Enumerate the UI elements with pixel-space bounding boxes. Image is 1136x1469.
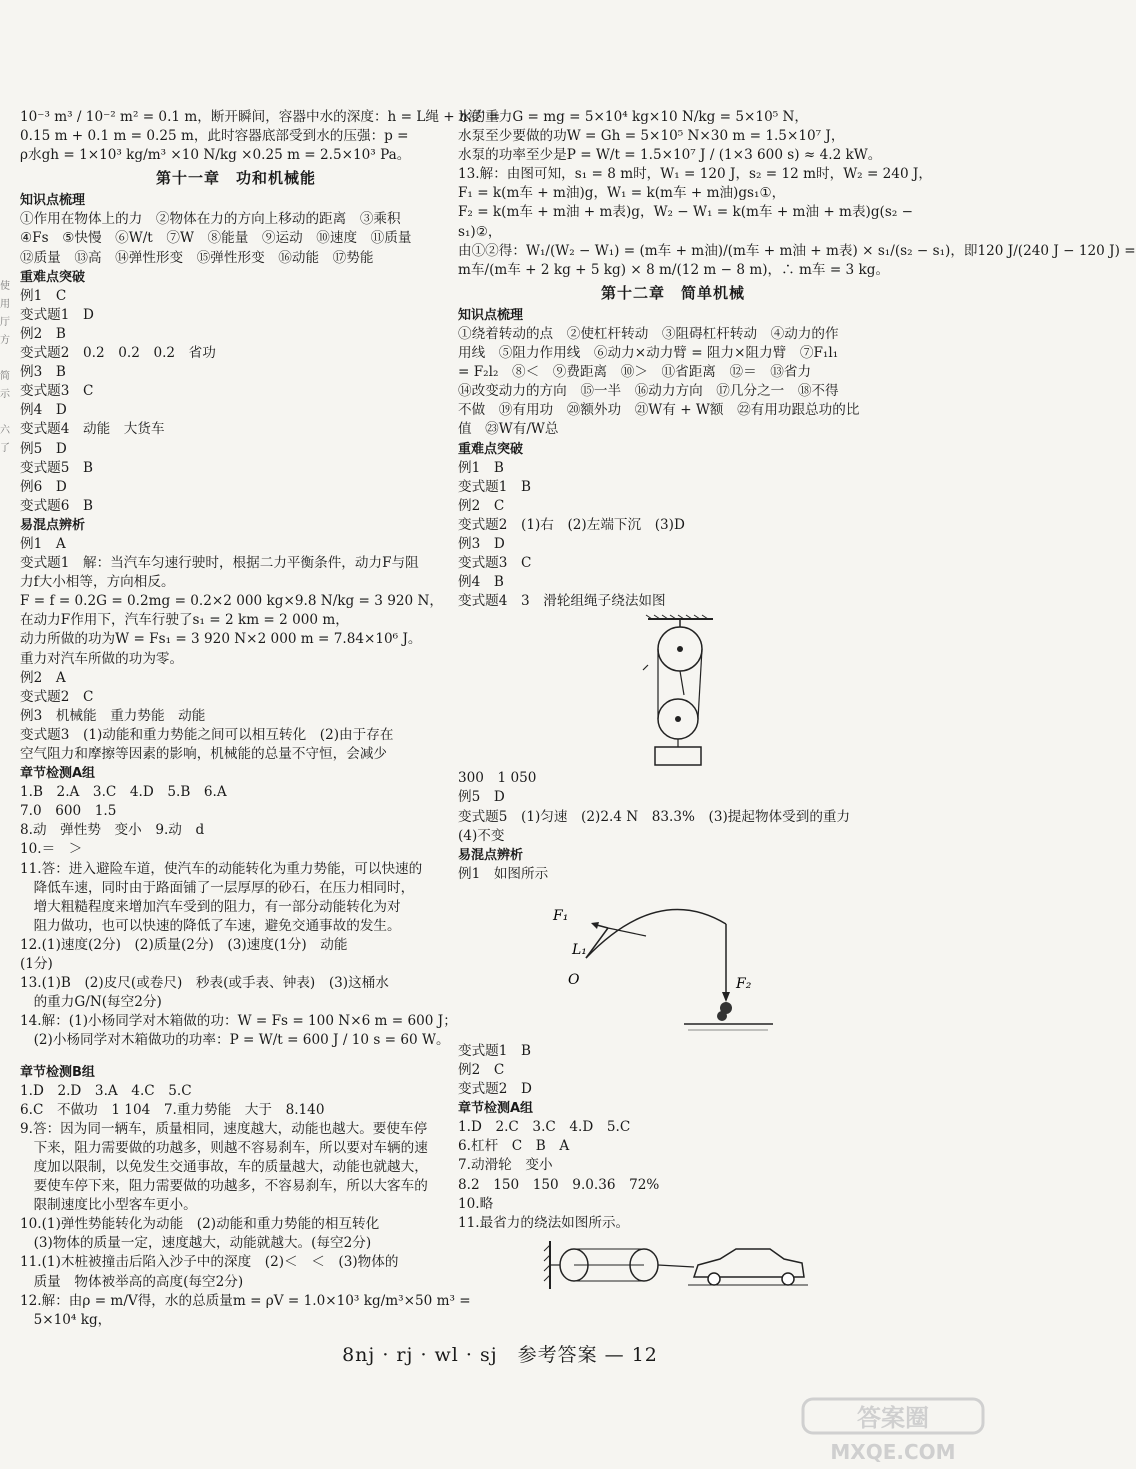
answer-line: 12.解：由ρ = m/V得，水的总质量m = ρV = 1.0×10³ kg/m³×50 m³ = [20, 1292, 471, 1309]
lever-label-f2: F₂ [736, 975, 752, 992]
answer-line: 力f大小相等，方向相反。 [20, 574, 175, 591]
answer-line: ①作用在物体上的力 ②物体在力的方向上移动的距离 ③乘积 [20, 211, 401, 228]
page-footer: 8nj · rj · wl · sj 参考答案 — 12 [342, 1344, 658, 1366]
answer-line: 6.杠杆 C B A [458, 1138, 570, 1155]
right-block-b [458, 769, 888, 884]
answer-line: 1.D 2.D 3.A 4.C 5.C [20, 1082, 192, 1099]
answer-line: 重力对汽车所做的功为零。 [20, 650, 184, 667]
answer-line: F₁ = k(m车 + m油)g，W₁ = k(m车 + m油)gs₁①， [458, 185, 786, 202]
answer-line: 例5 D [20, 440, 67, 457]
answer-line: 7.动滑轮 变小 [458, 1157, 553, 1174]
answer-line: 例2 A [20, 669, 66, 686]
right-block-a [458, 108, 1136, 611]
answer-line: 变式题1 D [20, 306, 94, 323]
watermark-logo [795, 1395, 990, 1465]
answer-line: 水的重力G = mg = 5×10⁴ kg×10 N/kg = 5×10⁵ N， [458, 109, 808, 125]
answer-line: 变式题5 (1)匀速 (2)2.4 N 83.3% (3)提起物体受到的重力 [458, 808, 851, 825]
answer-line: 变式题2 (1)右 (2)左端下沉 (3)D [458, 516, 685, 533]
section-heading: 章节检测A组 [458, 1101, 534, 1117]
answer-line: 例5 D [458, 789, 505, 806]
answer-line: 13.(1)B (2)皮尺(或卷尺) 秒表(或手表、钟表) (3)这桶水 [20, 975, 389, 992]
margin-mark: 简 [0, 371, 10, 382]
answer-line: ①绕着转动的点 ②使杠杆转动 ③阻碍杠杆转动 ④动力的作 [458, 325, 839, 342]
answer-line: (1分) [20, 956, 53, 973]
answer-line: ⑭改变动力的方向 ⑮一半 ⑯动力方向 ⑰几分之一 ⑱不得 [458, 383, 839, 400]
answer-line: F = f = 0.2G = 0.2mg = 0.2×2 000 kg×9.8 N/kg = 3 920 N， [20, 593, 443, 610]
answer-line: 阻力做功，也可以快速的降低了车速，避免交通事故的发生。 [20, 917, 401, 934]
answer-line: 变式题2 C [20, 688, 94, 705]
answer-line: 11.答：进入避险车道，使汽车的动能转化为重力势能，可以快速的 [20, 860, 423, 877]
answer-line: (4)不变 [458, 827, 505, 844]
answer-line: 11.最省力的绕法如图所示。 [458, 1214, 630, 1231]
right-column [458, 108, 1136, 1297]
answer-line: 例4 D [20, 402, 67, 419]
answer-line: ④Fs ⑤快慢 ⑥W/t ⑦W ⑧能量 ⑨运动 ⑩速度 ⑪质量 [20, 230, 412, 247]
margin-mark: 用 [0, 299, 10, 310]
answer-line: 9.答：因为同一辆车，质量相同，速度越大，动能也越大。要使车停 [20, 1120, 428, 1137]
chapter-title: 第十二章 简单机械 [600, 283, 745, 302]
answer-line: 例6 D [20, 478, 67, 495]
answer-line: 1.B 2.A 3.C 4.D 5.B 6.A [20, 784, 227, 801]
answer-line: 1.D 2.C 3.C 4.D 5.C [458, 1119, 631, 1136]
answer-line: = F₂l₂ ⑧＜ ⑨费距离 ⑩＞ ⑪省距离 ⑫＝ ⑬省力 [458, 364, 812, 381]
answer-line: 变式题1 B [458, 1042, 532, 1059]
answer-line: 要使车停下来，阻力需要做的功越多，不容易刹车，所以大客车的 [20, 1178, 428, 1195]
answer-line: 例3 机械能 重力势能 动能 [20, 707, 206, 724]
car-pulley-diagram [458, 1237, 888, 1293]
answer-line [20, 1051, 452, 1063]
answer-line: 质量 物体被举高的高度(每空2分) [20, 1273, 244, 1290]
section-heading: 重难点突破 [20, 269, 86, 285]
answer-line: m车/(m车 + 2 kg + 5 kg) × 8 m/(12 m − 8 m)，∴ m车 = 3 kg。 [458, 261, 890, 278]
answer-line: 例1 C [20, 287, 67, 304]
answer-line: 12.(1)速度(2分) (2)质量(2分) (3)速度(1分) 动能 [20, 936, 348, 953]
margin-mark: 使 [0, 281, 10, 292]
answer-line: 0.15 m + 0.1 m = 0.25 m，此时容器底部受到水的压强：p = [20, 128, 409, 145]
section-heading: 易混点辨析 [458, 847, 524, 863]
answer-line: 变式题3 (1)动能和重力势能之间可以相互转化 (2)由于存在 [20, 726, 394, 743]
answer-line: ⑫质量 ⑬高 ⑭弹性形变 ⑮弹性形变 ⑯动能 ⑰势能 [20, 249, 374, 266]
answer-line: 8.2 150 150 9.0.36 72% [458, 1176, 660, 1193]
answer-line: 7.0 600 1.5 [20, 803, 117, 820]
answer-line: 变式题2 D [458, 1081, 532, 1098]
answer-line: 例3 B [20, 364, 66, 381]
lever-figure [458, 888, 888, 1038]
section-heading: 重难点突破 [458, 441, 524, 457]
answer-line: 值 ㉓W有/W总 [458, 421, 559, 438]
answer-line: 11.(1)木桩被撞击后陷入沙子中的深度 (2)＜ ＜ (3)物体的 [20, 1254, 399, 1271]
answer-line: 不做 ⑲有用功 ⑳额外功 ㉑W有 + W额 ㉒有用功跟总功的比 [458, 402, 860, 419]
pulley-figure [458, 615, 888, 765]
answer-line: 水泵的功率至少是P = W/t = 1.5×10⁷ J / (1×3 600 s) ≈ 4.2 kW。 [458, 147, 882, 164]
lever-label-f1: F₁ [553, 907, 569, 924]
margin-mark: 了 [0, 443, 10, 454]
svg-text:MXQE.COM: MXQE.COM [830, 1440, 956, 1464]
answer-line: 变式题5 B [20, 459, 94, 476]
answer-line: 的重力G/N(每空2分) [20, 994, 162, 1011]
answer-line: 变式题6 B [20, 497, 94, 514]
answer-line: 变式题3 C [458, 555, 532, 572]
car-pulley-figure [458, 1237, 888, 1293]
answer-line: 变式题1 解：当汽车匀速行驶时，根据二力平衡条件，动力F与阻 [20, 555, 419, 572]
section-heading: 章节检测A组 [20, 766, 96, 782]
section-heading: 章节检测B组 [20, 1064, 95, 1080]
answer-line: 10.＝ ＞ [20, 841, 83, 858]
answer-line: (2)小杨同学对木箱做功的功率：P = W/t = 600 J / 10 s = 60 W。 [20, 1032, 450, 1049]
pulley-diagram [458, 615, 888, 765]
answer-line: 例2 B [20, 325, 66, 342]
answer-line: 例3 D [458, 535, 505, 552]
answer-line: 增大粗糙程度来增加汽车受到的阻力，有一部分动能转化为对 [20, 898, 401, 915]
answer-line: 度加以限制，以免发生交通事故，车的质量越大，动能也就越大， [20, 1158, 428, 1175]
answer-line: 降低车速，同时由于路面铺了一层厚厚的砂石，在压力相同时， [20, 879, 415, 896]
lever-diagram [458, 888, 888, 1038]
answer-line: ρ水gh = 1×10³ kg/m³ ×10 N/kg ×0.25 m = 2.5×10³ Pa。 [20, 147, 411, 164]
answer-line: 由①②得：W₁/(W₂ − W₁) = (m车 + m油)/(m车 + m油 + m表) × s₁/(s₂ − s₁)，即120 J/(240 J − 120 J) = [458, 242, 1136, 259]
margin-mark: 示 [0, 389, 10, 400]
answer-line: 变式题3 C [20, 383, 94, 400]
answer-line: 14.解：(1)小杨同学对木箱做的功：W = Fs = 100 N×6 m = 600 J； [20, 1013, 457, 1030]
answer-line: 下来，阻力需要做的功越多，则越不容易刹车，所以要对车辆的速 [20, 1139, 428, 1156]
answer-line: 例1 如图所示 [458, 865, 549, 882]
answer-line: (3)物体的质量一定，速度越大，动能就越大。(每空2分) [20, 1235, 372, 1252]
answer-line: 13.解：由图可知，s₁ = 8 m时，W₁ = 120 J，s₂ = 12 m时，W₂ = 240 J， [458, 166, 932, 183]
answer-line: 例2 C [458, 497, 505, 514]
margin-mark: 六 [0, 425, 10, 436]
answer-line: 在动力F作用下，汽车行驶了s₁ = 2 km = 2 000 m， [20, 612, 349, 629]
answer-line: s₁)②， [458, 223, 502, 240]
answer-line: 6.C 不做功 1 104 7.重力势能 大于 8.140 [20, 1101, 325, 1118]
answer-line: 变式题4 动能 大货车 [20, 421, 165, 438]
answer-line: 例2 C [458, 1062, 505, 1078]
answer-line: 5×10⁴ kg， [20, 1311, 112, 1328]
answer-line: 300 1 050 [458, 770, 537, 787]
margin-mark [0, 404, 14, 422]
section-heading: 易混点辨析 [20, 517, 86, 533]
svg-text:答案圈: 答案圈 [857, 1404, 929, 1432]
margin-mark [0, 350, 14, 368]
answer-line: 例4 B [458, 574, 504, 591]
answer-line: 8.动 弹性势 变小 9.动 d [20, 822, 205, 839]
answer-line: 用线 ⑤阻力作用线 ⑥动力×动力臂 = 阻力×阻力臂 ⑦F₁l₁ [458, 345, 839, 362]
chapter-title: 第十一章 功和机械能 [155, 169, 316, 188]
answer-line: 空气阻力和摩擦等因素的影响，机械能的总量不守恒，会减少 [20, 746, 388, 762]
answer-line: 10⁻³ m³ / 10⁻² m² = 0.1 m，断开瞬间，容器中水的深度：h = L绳 + h浸′ = [20, 109, 501, 125]
lever-label-l1: L₁ [572, 941, 587, 958]
answer-line: 变式题2 0.2 0.2 0.2 省功 [20, 345, 216, 362]
section-heading: 知识点梳理 [458, 307, 524, 323]
margin-mark: 方 [0, 335, 10, 346]
section-heading: 知识点梳理 [20, 193, 86, 209]
lever-label-o: O [568, 971, 580, 988]
binding-margin-marks [0, 278, 14, 458]
margin-mark: 厅 [0, 317, 10, 328]
answer-line: 10.(1)弹性势能转化为动能 (2)动能和重力势能的相互转化 [20, 1216, 380, 1233]
answer-line: 例1 A [20, 535, 66, 552]
answer-line: 例1 B [458, 459, 504, 476]
answer-line: F₂ = k(m车 + m油 + m表)g，W₂ − W₁ = k(m车 + m油 + m表)g(s₂ − [458, 204, 913, 221]
answer-line: 变式题4 3 滑轮组绳子绕法如图 [458, 593, 666, 610]
answer-line: 变式题1 B [458, 478, 532, 495]
right-block-c [458, 1042, 888, 1233]
answer-line: 10.略 [458, 1195, 494, 1212]
answer-line: 动力所做的功为W = Fs₁ = 3 920 N×2 000 m = 7.84×10⁶ J。 [20, 631, 422, 648]
answer-line: 限制速度比小型客车更小。 [20, 1197, 197, 1214]
answer-line: 水泵至少要做的功W = Gh = 5×10⁵ N×30 m = 1.5×10⁷ J， [458, 128, 845, 145]
